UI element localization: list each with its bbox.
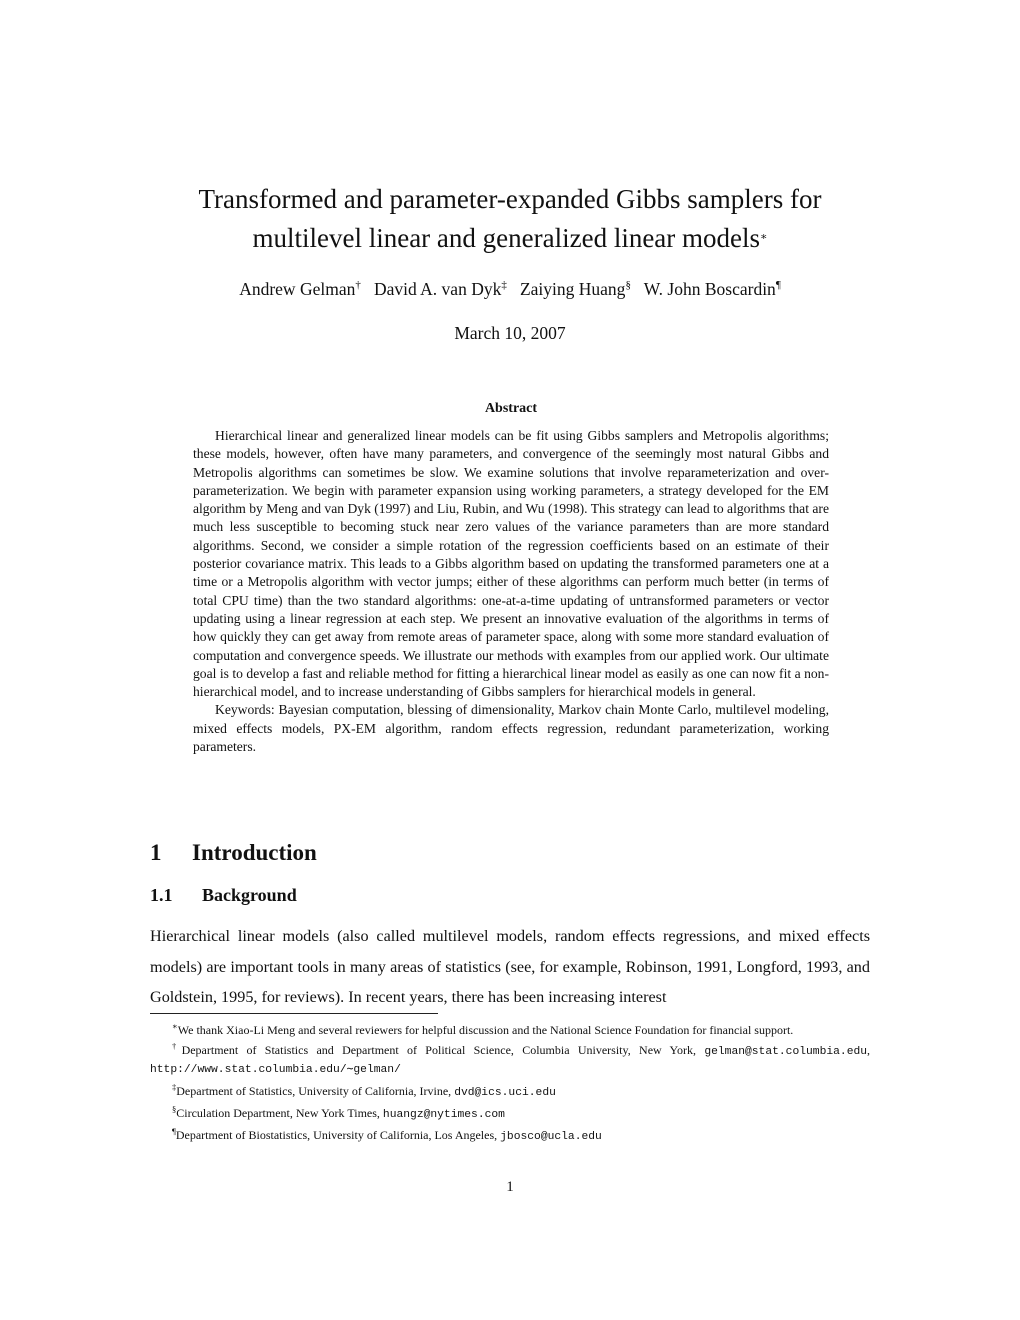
footnotes bbox=[150, 1018, 870, 1145]
author-van-dyk bbox=[374, 279, 507, 299]
subsection-title: Background bbox=[202, 885, 297, 905]
abstract-keywords: Keywords: Bayesian computation, blessing of dimensionality, Markov chain Monte Carlo, multilevel modeling, mixed effects models, PX-EM algorithm, random effects regression, redundant parameterization, working parameters. bbox=[193, 702, 829, 755]
footnote-email[interactable]: jbosco@ucla.edu bbox=[500, 1131, 602, 1144]
footnote-text: Department of Statistics and Department of Political Science, Columbia University, New York, bbox=[181, 1043, 697, 1058]
footnote-text: We thank Xiao-Li Meng and several reviewers for helpful discussion and the National Science Foundation for financial support. bbox=[177, 1023, 794, 1037]
footnote-mark: ¶ bbox=[172, 1126, 176, 1137]
footnote-mark: † bbox=[172, 1041, 182, 1052]
footnote-rule bbox=[150, 1013, 438, 1014]
footnote-mark: ∗ bbox=[172, 1021, 178, 1031]
subsection-number: 1.1 bbox=[150, 885, 173, 905]
author-footnote-mark: † bbox=[355, 279, 361, 291]
abstract-body bbox=[193, 427, 829, 756]
author-name: Zaiying Huang bbox=[519, 279, 626, 299]
footnote-text: Department of Statistics, University of California, Irvine, bbox=[176, 1083, 455, 1098]
section-title: Introduction bbox=[192, 840, 317, 865]
paper-date: March 10, 2007 bbox=[454, 323, 566, 343]
author-boscardin bbox=[644, 279, 781, 299]
section-number: 1 bbox=[150, 840, 162, 865]
title-footnote-mark: ∗ bbox=[760, 231, 768, 243]
subsection-heading bbox=[150, 882, 297, 908]
author-list bbox=[100, 273, 920, 301]
footnote-text: Circulation Department, New York Times, bbox=[176, 1105, 383, 1120]
author-name: Andrew Gelman bbox=[239, 279, 356, 299]
author-name: David A. van Dyk bbox=[373, 279, 502, 299]
title-line-1: Transformed and parameter-expanded Gibbs samplers for bbox=[198, 184, 822, 214]
footnote-email[interactable]: huangz@nytimes.com bbox=[382, 1108, 505, 1121]
footnote-email[interactable]: dvd@ics.uci.edu bbox=[454, 1086, 556, 1099]
author-footnote-mark: § bbox=[625, 279, 631, 291]
footnote-acknowledgment bbox=[150, 1018, 870, 1038]
footnote-url[interactable]: http://www.stat.columbia.edu/∼gelman/ bbox=[150, 1064, 401, 1077]
title-line-2 bbox=[100, 218, 920, 257]
section-heading bbox=[150, 838, 317, 868]
body-paragraph: Hierarchical linear models (also called multilevel models, random effects regressions, and mixed effects models) are important tools in many areas of statistics (see, for example, Robinson, 1991, Longford, 1993, and Goldstein, 1995, for reviews). In recent years, there has been increasing interest bbox=[150, 927, 870, 1006]
author-gelman bbox=[239, 279, 361, 299]
author-footnote-mark: ‡ bbox=[501, 279, 507, 291]
footnote-huang bbox=[150, 1101, 870, 1123]
author-huang bbox=[520, 279, 631, 299]
footnote-text: Department of Biostatistics, University of California, Los Angeles, bbox=[175, 1128, 501, 1143]
footnote-gelman bbox=[150, 1038, 870, 1078]
footnote-van-dyk bbox=[150, 1079, 870, 1101]
author-name: W. John Boscardin bbox=[643, 279, 776, 299]
footnote-mark: ‡ bbox=[172, 1081, 177, 1092]
paper-title bbox=[100, 180, 920, 257]
footnote-email[interactable]: gelman@stat.columbia.edu bbox=[704, 1046, 868, 1059]
page-number: 1 bbox=[506, 1179, 514, 1195]
footnote-boscardin bbox=[150, 1123, 870, 1145]
title-line-2-text: multilevel linear and generalized linear models bbox=[252, 223, 761, 253]
author-footnote-mark: ¶ bbox=[775, 279, 781, 291]
footnote-separator: , bbox=[867, 1043, 871, 1058]
abstract-heading: Abstract bbox=[484, 401, 538, 416]
footnote-mark: § bbox=[172, 1103, 177, 1114]
abstract-text: Hierarchical linear and generalized linear models can be fit using Gibbs samplers and Metropolis algorithms; these models, however, often have many parameters, and convergence of the seemingly most natural Gibbs and Metropolis algorithms can sometimes be slow. We examine solutions that involve reparameterization and over-parameterization. We begin with parameter expansion using working parameters, a strategy developed for the EM algorithm by Meng and van Dyk (1997) and Liu, Rubin, and Wu (1998). This strategy can lead to algorithms that are much less susceptible to becoming stuck near zero values of the variance parameters than are more standard algorithms. Second, we consider a simple rotation of the regression coefficients based on an estimate of their posterior covariance matrix. This leads to a Gibbs algorithm based on updating the transformed parameters one at a time or a Metropolis algorithm with vector jumps; either of these algorithms can perform much better (in terms of total CPU time) than the two standard algorithms: one-at-a-time updating of untransformed parameters or vector updating using a linear regression at each step. We present an innovative evaluation of the algorithms in terms of how quickly they can get away from remote areas of parameter space, along with some more standard evaluation of computation and convergence speeds. We illustrate our methods with examples from our applied work. Our ultimate goal is to develop a fast and reliable method for fitting a hierarchical linear model as easily as one can now fit a non-hierarchical model, and to increase understanding of Gibbs samplers for hierarchical models in general. bbox=[193, 428, 829, 700]
